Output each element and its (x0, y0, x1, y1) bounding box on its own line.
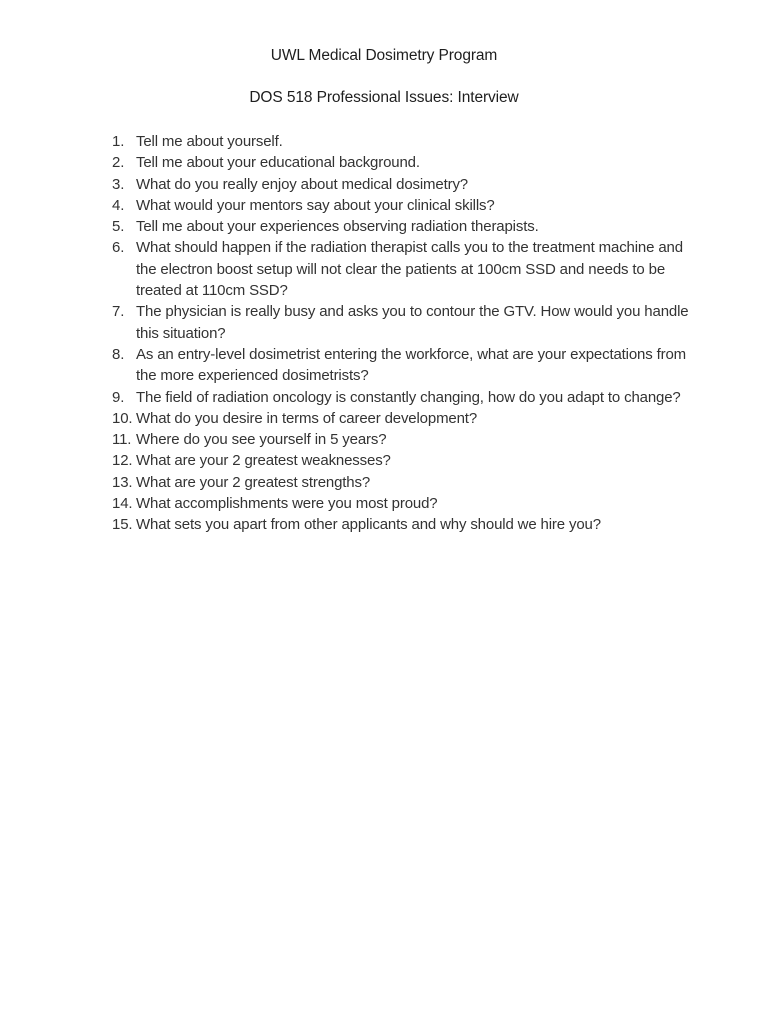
question-item (112, 216, 702, 237)
question-text: What do you really enjoy about medical dosimetry? (136, 175, 468, 193)
question-number: 14. (112, 495, 133, 513)
question-item (112, 514, 702, 535)
question-text: Tell me about yourself. (136, 133, 283, 150)
question-text: Tell me about your educational background. (136, 154, 420, 172)
question-text: The physician is really busy and asks you to contour the GTV. How would you handle this situation? (136, 303, 689, 342)
question-text: What do you desire in terms of career development? (136, 409, 478, 427)
question-text: What sets you apart from other applicants and why should we hire you? (136, 516, 601, 534)
question-number: 1. (112, 133, 125, 150)
question-number: 6. (112, 239, 125, 257)
question-text: What would your mentors say about your clinical skills? (136, 196, 495, 214)
document-subtitle: DOS 518 Professional Issues: Interview (249, 89, 519, 106)
question-item (112, 195, 702, 216)
question-text: The field of radiation oncology is constantly changing, how do you adapt to change? (136, 388, 681, 406)
question-number: 3. (112, 175, 125, 193)
question-text: What are your 2 greatest weaknesses? (136, 452, 391, 470)
question-item (112, 408, 702, 429)
question-number: 10. (112, 409, 133, 427)
question-number: 4. (112, 196, 125, 214)
question-item (112, 429, 702, 450)
question-text: What should happen if the radiation therapist calls you to the treatment machine and the electron boost setup will not clear the patients at 100cm SSD and needs to be treated at 110cm SSD? (136, 239, 683, 300)
question-number: 8. (112, 345, 125, 363)
question-item (112, 493, 702, 514)
question-number: 5. (112, 218, 125, 236)
question-number: 12. (112, 452, 133, 470)
question-number: 13. (112, 473, 133, 491)
question-text: What are your 2 greatest strengths? (136, 473, 371, 491)
question-item (112, 301, 702, 344)
question-number: 15. (112, 516, 133, 534)
question-item (112, 174, 702, 195)
question-item (112, 237, 702, 301)
question-item (112, 344, 702, 387)
question-number: 9. (112, 388, 125, 406)
question-number: 2. (112, 154, 125, 172)
document-title: UWL Medical Dosimetry Program (270, 47, 498, 64)
question-item (112, 131, 702, 152)
question-text: What accomplishments were you most proud? (136, 495, 438, 513)
question-list (112, 131, 702, 536)
question-number: 11. (112, 431, 132, 449)
question-text: As an entry-level dosimetrist entering the workforce, what are your expectations from the more experienced dosimetrists? (136, 345, 686, 385)
question-item (112, 387, 702, 408)
question-text: Tell me about your experiences observing radiation therapists. (136, 218, 539, 236)
question-number: 7. (112, 303, 125, 321)
question-text: Where do you see yourself in 5 years? (136, 431, 387, 449)
question-item (112, 152, 702, 173)
question-item (112, 450, 702, 471)
question-item (112, 472, 702, 493)
